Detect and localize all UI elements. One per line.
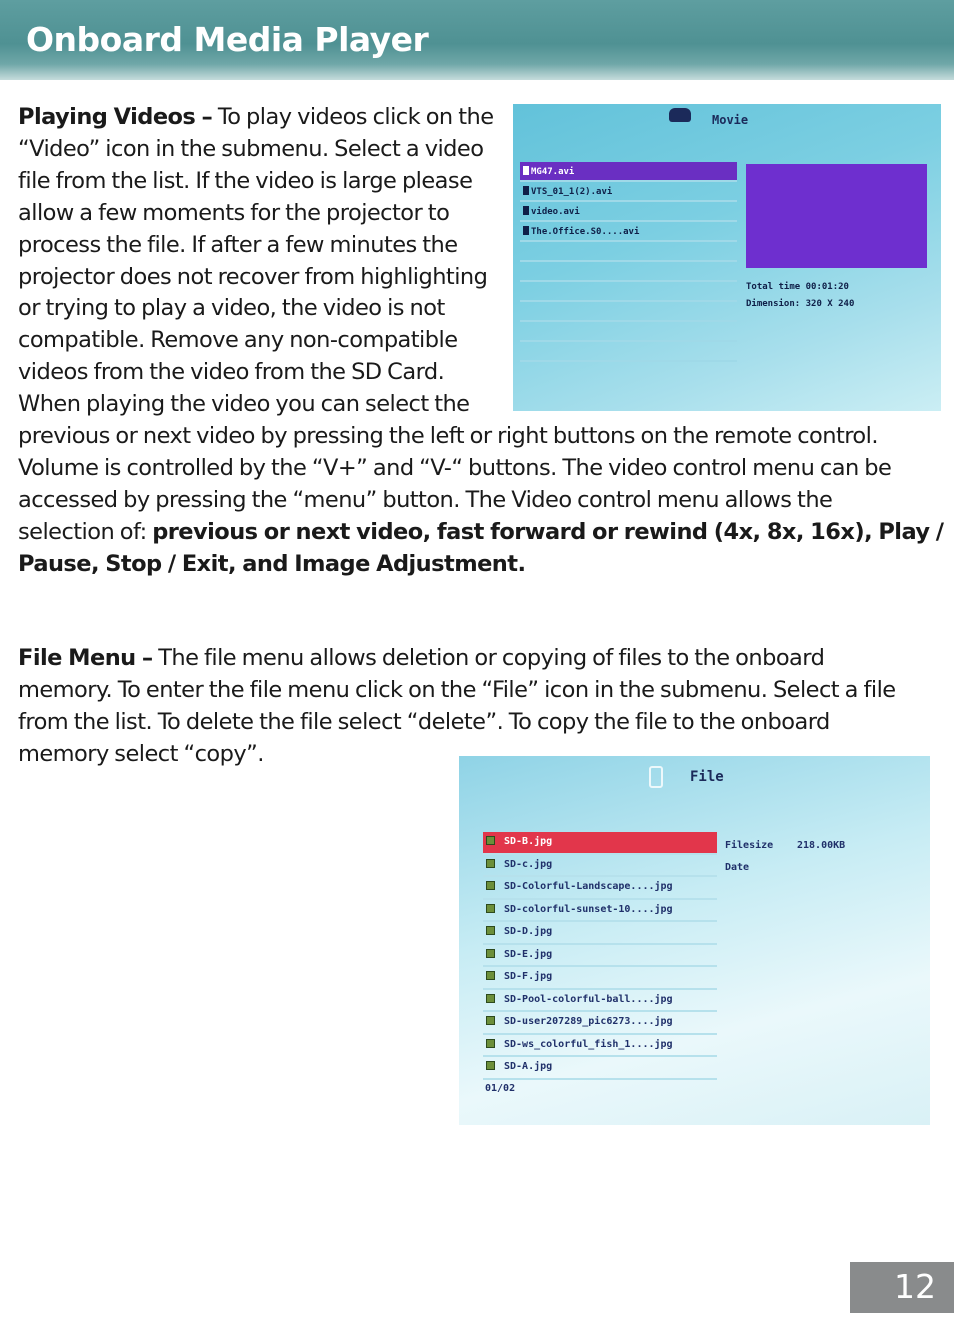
- list-item: SD-ws_colorful_fish_1....jpg: [483, 1035, 717, 1058]
- list-item: [520, 322, 737, 342]
- text-line: projector does not recover from highlighting: [18, 263, 488, 290]
- video-file-icon: [523, 206, 529, 215]
- list-item: SD-B.jpg: [483, 832, 717, 855]
- file-menu-screenshot: [459, 756, 930, 1125]
- text-line: memory. To enter the file menu click on the “File” icon in the submenu. Select a file: [18, 676, 896, 703]
- list-item: [520, 282, 737, 302]
- image-file-icon: [486, 904, 495, 913]
- text-line: “Video” icon in the submenu. Select a video: [18, 135, 484, 162]
- page-indicator: 01/02: [485, 1083, 516, 1094]
- text-line: memory select “copy”.: [18, 740, 264, 767]
- list-item: The.Office.S0....avi: [520, 222, 737, 242]
- text-line: allow a few moments for the projector to: [18, 199, 450, 226]
- text-line: Pause, Stop / Exit, and Image Adjustment.: [18, 550, 526, 577]
- video-file-icon: [523, 186, 529, 195]
- page-number: 12: [894, 1267, 936, 1306]
- text-line: compatible. Remove any non-compatible: [18, 327, 458, 354]
- image-file-icon: [486, 926, 495, 935]
- text-line: When playing the video you can select the: [18, 391, 470, 418]
- list-item: SD-F.jpg: [483, 967, 717, 990]
- list-item: SD-c.jpg: [483, 855, 717, 878]
- page-number-box: [850, 1262, 954, 1313]
- video-file-icon: [523, 226, 529, 235]
- file-menu-heading: File Menu –: [18, 645, 153, 671]
- movie-icon: [669, 108, 691, 122]
- image-file-icon: [486, 836, 495, 845]
- date-label: Date: [725, 862, 750, 873]
- video-file-icon: [523, 166, 529, 175]
- list-item: video.avi: [520, 202, 737, 222]
- file-menu-title: File: [690, 769, 724, 785]
- list-item: SD-A.jpg: [483, 1057, 717, 1080]
- movie-menu-title: Movie: [712, 113, 749, 127]
- text-line: from the list. To delete the file select “delete”. To copy the file to the onboard: [18, 708, 830, 735]
- list-item: MG47.avi: [520, 162, 737, 182]
- text-line: selection of: previous or next video, fast forward or rewind (4x, 8x, 16x), Play /: [18, 518, 944, 545]
- list-item: [520, 262, 737, 282]
- list-item: [520, 342, 737, 362]
- video-dimension: Dimension: 320 X 240: [746, 299, 855, 309]
- image-file-icon: [486, 1016, 495, 1025]
- image-file-icon: [486, 859, 495, 868]
- text-line: process the file. If after a few minutes the: [18, 231, 458, 258]
- list-item: SD-Colorful-Landscape....jpg: [483, 877, 717, 900]
- file-icon: [649, 766, 663, 788]
- page-header: [0, 0, 954, 80]
- text-line: previous or next video by pressing the left or right buttons on the remote control.: [18, 423, 878, 450]
- movie-file-list: [520, 162, 737, 362]
- filesize-value: 218.00KB: [797, 840, 846, 851]
- list-item: [520, 302, 737, 322]
- image-file-icon: [486, 949, 495, 958]
- list-item: VTS_01_1(2).avi: [520, 182, 737, 202]
- playing-videos-heading: Playing Videos –: [18, 104, 213, 130]
- file-list: [483, 832, 717, 1080]
- text-line: Volume is controlled by the “V+” and “V-“ buttons. The video control menu can be: [18, 454, 892, 481]
- text-line: videos from the video from the SD Card.: [18, 359, 445, 386]
- list-item: SD-Pool-colorful-ball....jpg: [483, 990, 717, 1013]
- text-line: file from the list. If the video is large please: [18, 167, 473, 194]
- image-file-icon: [486, 971, 495, 980]
- list-item: SD-D.jpg: [483, 922, 717, 945]
- file-menu-section: [18, 643, 896, 771]
- text-line: accessed by pressing the “menu” button. The Video control menu allows the: [18, 486, 833, 513]
- list-item: SD-E.jpg: [483, 945, 717, 968]
- page-title: Onboard Media Player: [26, 20, 429, 59]
- filesize-label: Filesize: [725, 840, 774, 851]
- text-line: Playing Videos – To play videos click on the: [18, 104, 494, 130]
- list-item: SD-colorful-sunset-10....jpg: [483, 900, 717, 923]
- text-line: File Menu – The file menu allows deletion or copying of files to the onboard: [18, 645, 825, 671]
- image-file-icon: [486, 994, 495, 1003]
- list-item: SD-user207289_pic6273....jpg: [483, 1012, 717, 1035]
- list-item: [520, 242, 737, 262]
- video-preview-pane: [746, 164, 927, 268]
- movie-menu-screenshot: [513, 104, 941, 411]
- image-file-icon: [486, 881, 495, 890]
- total-time: Total time 00:01:20: [746, 282, 849, 292]
- image-file-icon: [486, 1061, 495, 1070]
- text-line: or trying to play a video, the video is not: [18, 295, 445, 322]
- image-file-icon: [486, 1039, 495, 1048]
